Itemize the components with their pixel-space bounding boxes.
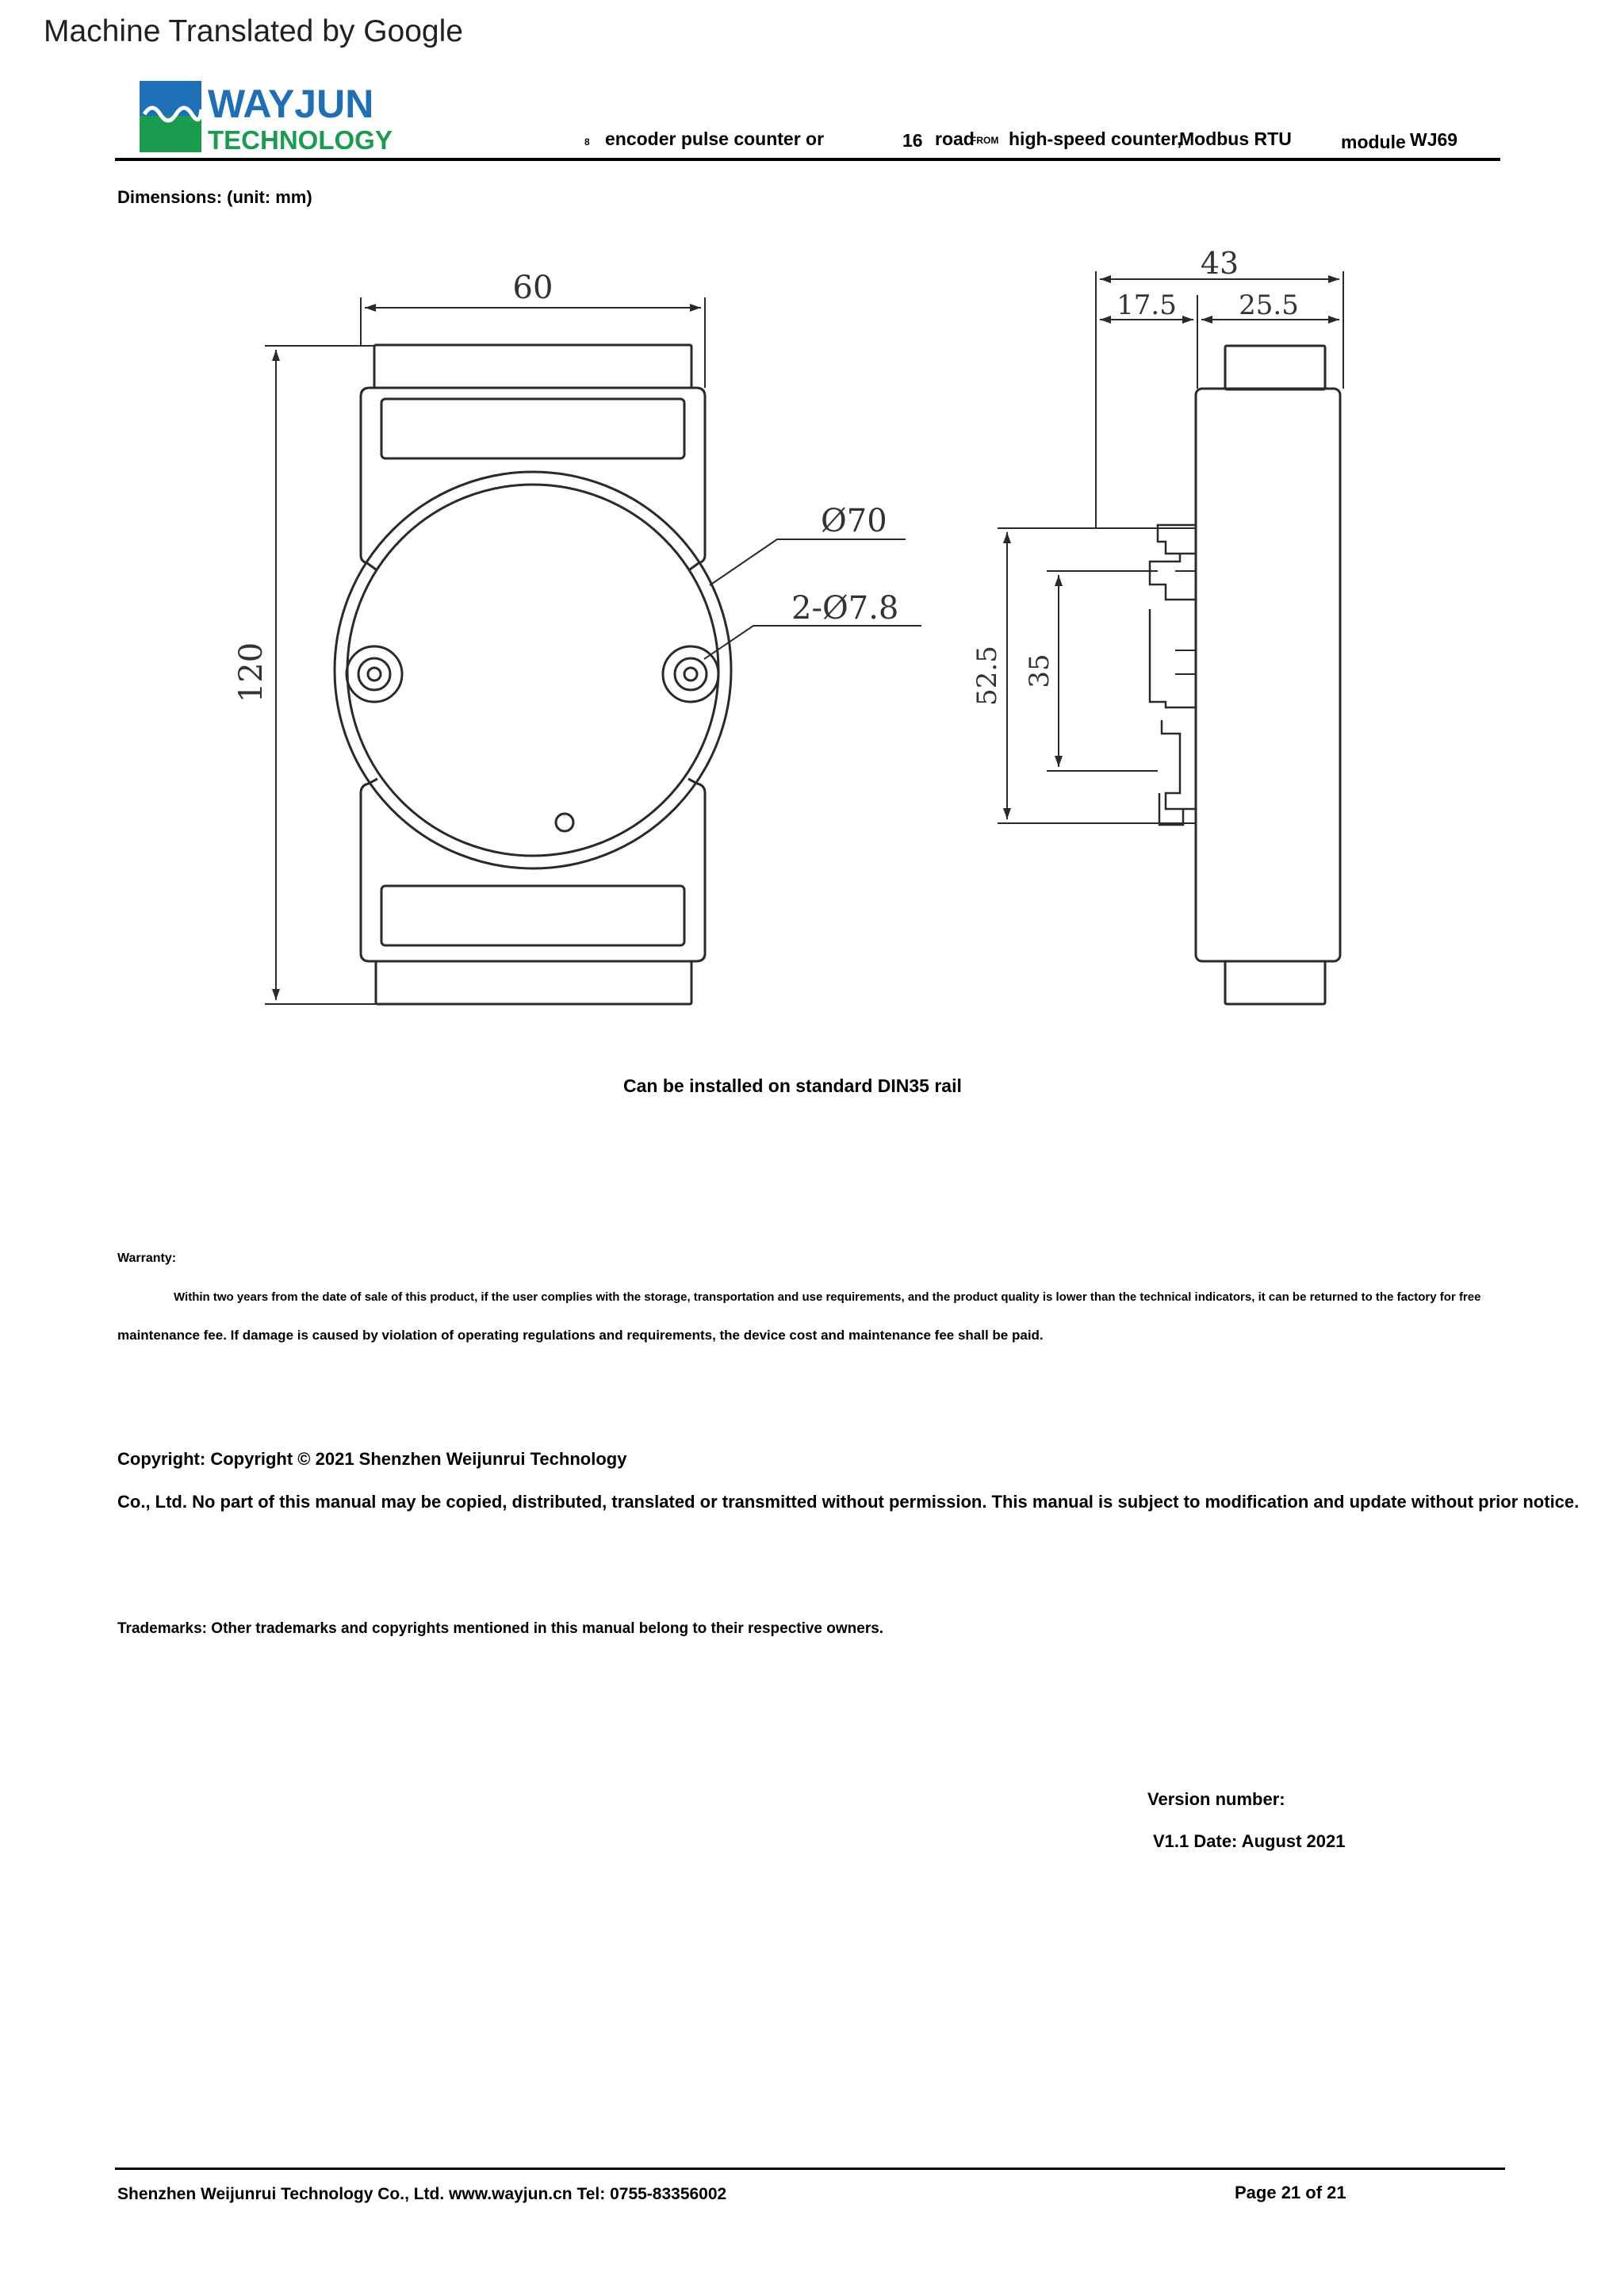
version-value: V1.1 Date: August 2021	[1153, 1831, 1346, 1851]
leader-holes	[704, 626, 921, 659]
dim-label-holes: 2-Ø7.8	[791, 590, 899, 627]
dim-label-rail-height: 52.5	[971, 646, 1003, 706]
din-rail-note: Can be installed on standard DIN35 rail	[623, 1075, 962, 1096]
footer-company-info: Shenzhen Weijunrui Technology Co., Ltd. www.wayjun.cn Tel: 0755-83356002	[117, 2185, 727, 2203]
dim-label-height: 120	[233, 642, 270, 703]
side-view	[998, 271, 1343, 1004]
copyright-line1: Copyright: Copyright © 2021 Shenzhen Weijunrui Technology	[117, 1449, 627, 1469]
version-label: Version number:	[1147, 1789, 1285, 1809]
front-bottom-body	[361, 793, 705, 961]
footer-page-number: Page 21 of 21	[1235, 2183, 1346, 2202]
header-fragment-modbus: Modbus RTU	[1179, 128, 1292, 149]
side-body	[1196, 389, 1340, 961]
dim-label-width: 60	[512, 270, 553, 306]
trademarks-notice: Trademarks: Other trademarks and copyrights mentioned in this manual belong to their respective owners.	[117, 1620, 884, 1637]
machine-translation-banner: Machine Translated by Google	[44, 14, 463, 48]
front-bottom-label-window	[381, 886, 684, 945]
header-fragment-module: module	[1341, 132, 1406, 152]
header-rule	[115, 158, 1500, 161]
dim-label-depth-right: 25.5	[1239, 289, 1299, 321]
front-bottom-terminal	[376, 961, 691, 1004]
warranty-title: Warranty:	[117, 1251, 177, 1265]
leader-diameter	[710, 539, 906, 585]
dimensions-title: Dimensions: (unit: mm)	[117, 187, 312, 207]
header-fragment-road: road	[935, 128, 975, 149]
front-view	[265, 297, 921, 1004]
front-top-label-window	[381, 399, 684, 458]
dim-label-rail-inner: 35	[1024, 654, 1055, 688]
front-top-body	[361, 388, 705, 569]
front-top-body-left	[361, 397, 376, 569]
header-fragment-8: 8	[584, 136, 590, 148]
copyright-line2: Co., Ltd. No part of this manual may be copied, distributed, translated or transmitted without permission. This manual is subject to modification and update without prior notice.	[117, 1492, 1580, 1512]
mount-hole-left-outer	[347, 646, 402, 702]
front-main-disc	[335, 472, 731, 868]
logo-main-text: WAYJUN	[208, 82, 374, 126]
mount-hole-left-inner	[368, 668, 381, 680]
dimension-drawing	[233, 238, 1427, 1023]
mount-hole-right-inner	[684, 668, 697, 680]
side-top-terminal	[1225, 346, 1325, 389]
front-top-terminal	[374, 345, 691, 388]
logo-sub-text: TECHNOLOGY	[208, 125, 393, 155]
mount-hole-right-mid	[675, 658, 707, 690]
footer-rule	[115, 2168, 1505, 2170]
header-fragment-model: WJ69	[1410, 129, 1458, 150]
warranty-text-line1: Within two years from the date of sale of this product, if the user complies with the storage, transportation and use requirements, and the product quality is lower than the technical indicators, it can be returned to the factory for free	[174, 1290, 1481, 1304]
warranty-text-line2: maintenance fee. If damage is caused by violation of operating regulations and requirements, the device cost and maintenance fee shall be paid.	[117, 1328, 1044, 1343]
wayjun-logo	[140, 81, 404, 155]
header-fragment-from: FROM	[971, 135, 999, 146]
dim-label-diameter: Ø70	[821, 503, 887, 539]
led-indicator	[556, 814, 573, 831]
side-bottom-terminal	[1225, 961, 1325, 1004]
mount-hole-left-mid	[358, 658, 390, 690]
header-fragment-counter: high-speed counter,	[1009, 128, 1182, 149]
header-fragment-16: 16	[902, 130, 923, 151]
header-fragment-encoder: encoder pulse counter or	[605, 128, 825, 149]
front-bottom-body-join	[361, 779, 705, 793]
dim-label-depth: 43	[1200, 246, 1239, 281]
dim-label-depth-left: 17.5	[1116, 289, 1177, 321]
